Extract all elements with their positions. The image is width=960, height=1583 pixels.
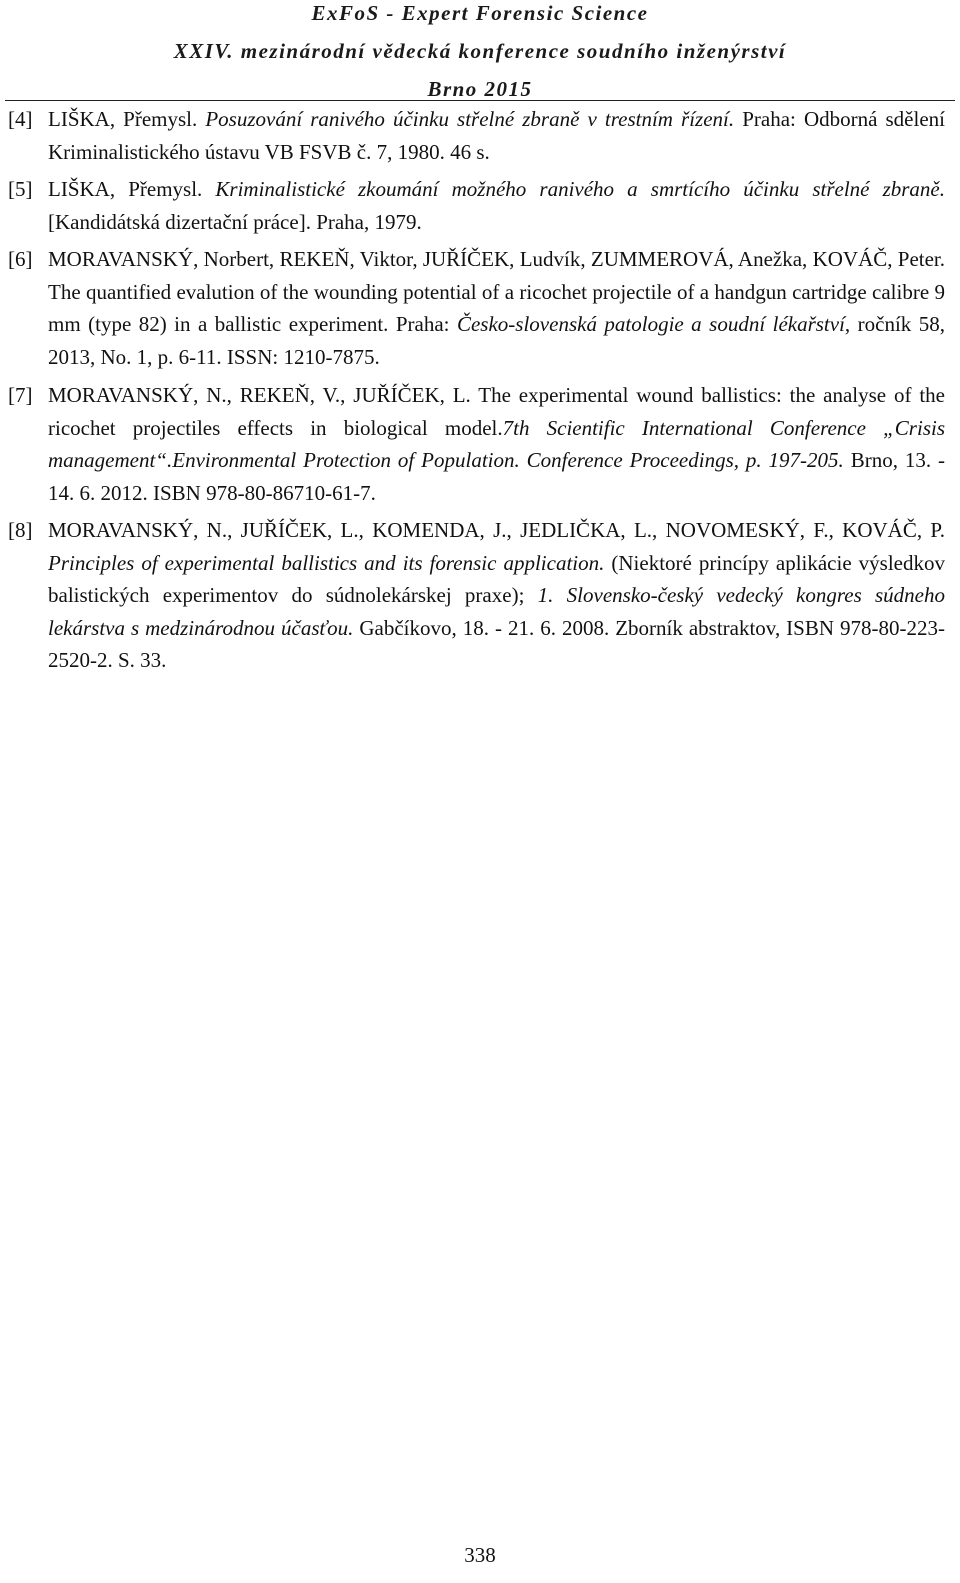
reference-text: MORAVANSKÝ, N., JUŘÍČEK, L., KOMENDA, J., JEDLIČKA, L., NOVOMESKÝ, F., KOVÁČ, P. Principles of experimental ballistics and its forensic application. (Niektoré princípy aplikácie výsledkov balistických experimentov do súdnolekárskej praxe); 1. Slovensko-český vedecký kongres súdneho lekárstva s medzinárodnou účasťou. Gabčíkovo, 18. - 21. 6. 2008. Zborník abstraktov, ISBN 978-80-223-2520-2. S. 33. — [48, 518, 946, 672]
reference-item-7 — [8, 379, 945, 509]
header-location-year: Brno 2015 — [427, 77, 533, 101]
reference-item-4 — [8, 103, 945, 168]
reference-text: LIŠKA, Přemysl. Kriminalistické zkoumání možného ranivého a smrtícího účinku střelné zbraně. [Kandidátská dizertační práce]. Praha, 1979. — [48, 177, 945, 234]
reference-number: [5] — [8, 177, 33, 201]
header-divider — [5, 100, 955, 101]
reference-text: MORAVANSKÝ, Norbert, REKEŇ, Viktor, JUŘÍČEK, Ludvík, ZUMMEROVÁ, Anežka, KOVÁČ, Peter. The quantified evalution of the wounding potential of a ricochet projectile of a handgun cartridge calibre 9 mm (type 82) in a ballistic experiment. Praha: Česko-slovenská patologie a soudní lékařství, ročník 58, 2013, No. 1, p. 6-11. ISSN: 1210-7875. — [48, 247, 945, 369]
reference-item-5 — [8, 173, 945, 238]
reference-text: MORAVANSKÝ, N., REKEŇ, V., JUŘÍČEK, L. The experimental wound ballistics: the analyse of the ricochet projectiles effects in biological model.7th Scientific International Conference „Crisis management“.Environmental Protection of Population. Conference Proceedings, p. 197-205. Brno, 13. - 14. 6. 2012. ISBN 978-80-86710-61-7. — [48, 383, 946, 505]
running-header — [0, 0, 960, 114]
reference-text: LIŠKA, Přemysl. Posuzování ranivého účinku střelné zbraně v trestním řízení. Praha: Odborná sdělení Kriminalistického ústavu VB FSVB č. 7, 1980. 46 s. — [48, 107, 945, 164]
reference-number: [4] — [8, 107, 33, 131]
reference-list — [8, 103, 945, 682]
reference-item-8 — [8, 514, 945, 677]
reference-number: [7] — [8, 383, 33, 407]
reference-number: [6] — [8, 247, 33, 271]
header-series-title: ExFoS - Expert Forensic Science — [311, 1, 649, 25]
reference-item-6 — [8, 243, 945, 373]
page-number: 338 — [464, 1543, 496, 1567]
header-conference-title: XXIV. mezinárodní vědecká konference soudního inženýrství — [173, 39, 787, 63]
reference-number: [8] — [8, 518, 33, 542]
